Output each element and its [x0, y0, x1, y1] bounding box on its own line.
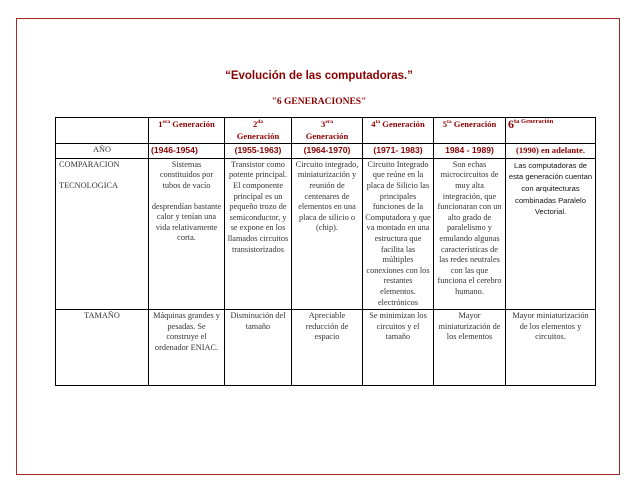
- comparison-gen-1: Sistemas constituidos por tubos de vacío desprendían bastante calor y tenían una vida relativamente corta.: [149, 158, 225, 309]
- document-subtitle: "6 GENERACIONES": [271, 97, 367, 107]
- header-gen-2: $2^{da}$ Generación: [225, 118, 292, 144]
- header-row: [56, 118, 596, 144]
- year-gen-3: (1964-1970): [292, 144, 363, 159]
- size-gen-6: Mayor miniaturización de los elementos y circuitos.: [506, 310, 596, 386]
- year-gen-6: (1990) en adelante.: [506, 144, 596, 159]
- comparison-row: [56, 158, 596, 309]
- year-gen-4: (1971- 1983): [363, 144, 434, 159]
- comparison-row-label: COMPARACION TECNOLOGICA: [56, 158, 149, 309]
- comparison-gen-3: Circuito integrado, miniaturización y reunión de centenares de elementos en una placa de silicio o (chip).: [292, 158, 363, 309]
- comparison-gen-6: Las computadoras de esta generación cuentan con arquitecturas combinadas Paralelo Vectorial.: [506, 158, 596, 309]
- size-gen-4: Se minimizan los circuitos y el tamaño: [363, 310, 434, 386]
- year-row-label: AÑO: [56, 144, 149, 159]
- comparison-gen-5: Son echas microcircuitos de muy alta integración, que funcionaran con un alto grado de paralelismo y emulando algunas características de las redes neutrales con las que funciona el cerebro humano.: [434, 158, 506, 309]
- generations-table: [55, 117, 596, 386]
- size-gen-3: Apreciable reducción de espacio: [292, 310, 363, 386]
- size-row: [56, 310, 596, 386]
- size-gen-1: Máquinas grandes y pesadas. Se construye el ordenador ENIAC.: [149, 310, 225, 386]
- size-gen-2: Disminución del tamaño: [225, 310, 292, 386]
- year-row: [56, 144, 596, 159]
- size-row-label: TAMAÑO: [56, 310, 149, 386]
- header-gen-4: $4^{ta}$ Generación: [363, 118, 434, 144]
- size-gen-5: Mayor miniaturización de los elementos: [434, 310, 506, 386]
- header-gen-6: $6^{ta Generación}$: [506, 118, 596, 144]
- year-gen-1: (1946-1954): [149, 144, 225, 159]
- year-gen-2: (1955-1963): [225, 144, 292, 159]
- comparison-gen-4: Circuito Integrado que reúne en la placa de Silicio las principales funciones de la Computadora y que va montado en una estructura que facilita las múltiples conexiones con los restantes elementos. electrónicos: [363, 158, 434, 309]
- header-gen-3: $3^{era}$ Generación: [292, 118, 363, 144]
- header-gen-5: $5^{ta}$ Generación: [434, 118, 506, 144]
- document-title: “Evolución de las computadoras.”: [225, 70, 413, 82]
- year-gen-5: 1984 - 1989): [434, 144, 506, 159]
- header-empty-cell: [56, 118, 149, 144]
- comparison-gen-2: Transistor como potente principal. El componente principal es un pequeño trozo de semiconductor, y se expone en los llamados circuitos transistorizados: [225, 158, 292, 309]
- header-gen-1: $1^{era}$ Generación: [149, 118, 225, 144]
